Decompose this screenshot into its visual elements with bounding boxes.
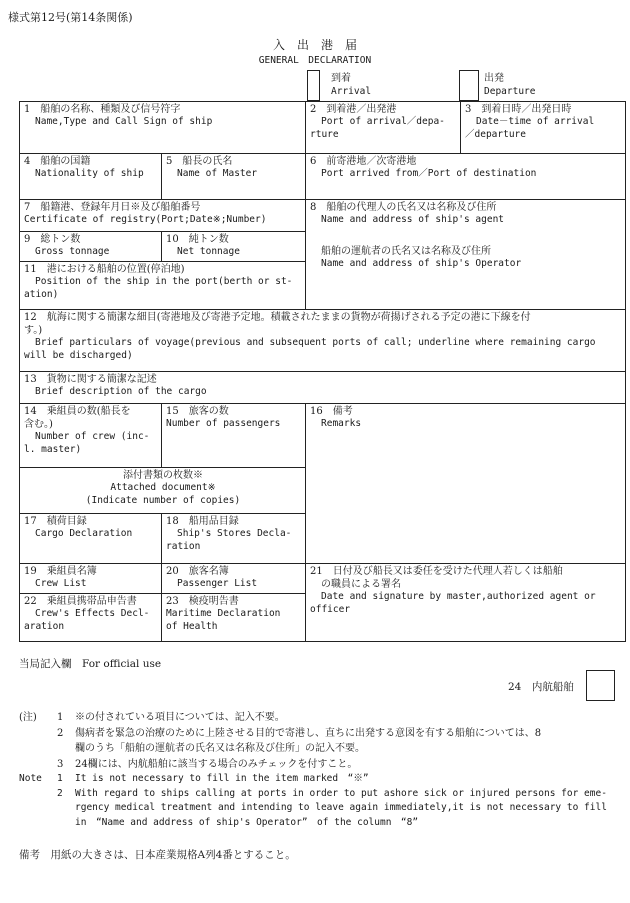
field-21-signature[interactable]	[306, 564, 626, 642]
departure-label-en: Departure	[484, 85, 536, 97]
attached-documents-header	[20, 468, 306, 514]
declaration-form	[19, 101, 626, 642]
field-label-en: Name,Type and Call Sign of ship	[35, 116, 213, 128]
field-20-passenger-list[interactable]	[162, 564, 306, 594]
field-label-en: Port arrived from／Port of destination	[321, 168, 537, 180]
field-label-en: Date and signature by master,authorized agent or	[321, 591, 596, 603]
item-24-label: 24 内航船舶	[508, 681, 574, 693]
arrival-label-ja: 到着	[331, 73, 351, 84]
field-7-registry[interactable]	[20, 200, 306, 232]
field-label-en-cont: ration	[166, 540, 201, 552]
note-number: 2	[57, 787, 63, 799]
arrival-checkbox[interactable]	[307, 70, 320, 101]
note-number: 1	[57, 773, 63, 784]
departure-checkbox[interactable]	[459, 70, 479, 101]
departure-label-ja: 出発	[484, 73, 504, 84]
field-label-en: Net tonnage	[177, 246, 240, 258]
departure-label	[484, 72, 535, 98]
note-text: in “Name and address of ship's Operator” of the column “8”	[75, 817, 419, 829]
field-19-crew-list[interactable]	[20, 564, 162, 594]
note-text: rgency medical treatment and intending to leave again immediately,it is not necessary to fill	[75, 802, 607, 814]
note-ja-3	[19, 757, 619, 773]
page-subtitle: GENERAL DECLARATION	[258, 55, 372, 66]
field-8-agent-operator[interactable]	[306, 200, 626, 310]
field-11-position[interactable]	[20, 262, 306, 310]
field-label-cont: の職員による署名	[321, 579, 401, 591]
note-en-2	[19, 787, 619, 802]
note-number: 3	[57, 758, 64, 770]
field-label-en-cont: ／departure	[465, 128, 526, 140]
field-label: 22 乗組員携帯品申告書	[24, 596, 137, 607]
field-label-en: Crew's Effects Decl-	[35, 608, 150, 620]
field-label-en: Certificate of registry(Port;Date※;Number)	[24, 214, 267, 226]
footer-remark: 備考 用紙の大きさは、日本産業規格A列4番とすること。	[19, 849, 296, 861]
field-label-en: Position of the ship in the port(berth or st-	[35, 276, 293, 288]
field-label-cont: 含む。)	[24, 419, 53, 431]
field-label-en-cont: l. master)	[24, 443, 82, 455]
field-label: 12 航海に関する簡潔な細目(寄港地及び寄港予定地。積載されたままの貨物が荷揚げされる予定の港に下線を付	[24, 312, 531, 323]
notes-section	[19, 710, 619, 831]
note-en-2-cont	[19, 801, 619, 816]
field-label-en: Name and address of ship's agent	[321, 214, 505, 226]
notes-lead-en: Note	[19, 773, 42, 784]
field-label-en: Attached document※	[110, 482, 216, 494]
field-18-stores-declaration[interactable]	[162, 514, 306, 564]
note-en-2-cont2	[19, 816, 619, 831]
note-ja-2-cont	[19, 741, 619, 757]
arrival-label-en: Arrival	[331, 85, 372, 97]
field-label: 19 乗組員名簿	[24, 566, 97, 577]
field-label-en: Crew List	[35, 578, 87, 590]
field-label-operator-en: Name and address of ship's Operator	[321, 257, 522, 269]
field-4-nationality[interactable]	[20, 154, 162, 200]
field-label: 16 備考	[310, 406, 353, 417]
field-label: 9 総トン数	[24, 234, 81, 245]
field-16-remarks[interactable]	[306, 404, 626, 564]
field-14-crew-count[interactable]	[20, 404, 162, 468]
field-label: 20 旅客名簿	[166, 566, 229, 577]
field-15-passenger-count[interactable]	[162, 404, 306, 468]
field-label-en: Cargo Declaration	[35, 528, 133, 540]
field-label-en: Passenger List	[177, 578, 258, 590]
note-text: 欄のうち「船舶の運航者の氏名又は名称及び住所」の記入不要。	[75, 743, 365, 754]
notes-lead-ja: (注)	[19, 712, 37, 723]
field-label: 10 純トン数	[166, 234, 229, 245]
field-label-cont: す。)	[24, 325, 43, 337]
field-label-en: Port of arrival／depa-	[321, 116, 445, 128]
note-ja-2	[19, 726, 619, 742]
field-label: 21 日付及び船長又は委任を受けた代理人若しくは船舶	[310, 566, 563, 577]
field-label: 14 乗組員の数(船長を	[24, 406, 131, 417]
field-label-en-cont: officer	[310, 603, 351, 615]
field-label: 5 船長の氏名	[166, 156, 233, 167]
form-number: 様式第12号(第14条関係)	[8, 11, 133, 24]
field-label-en-cont: will be discharged)	[24, 349, 133, 361]
field-label: 17 積荷目録	[24, 516, 87, 527]
field-label-en-cont: (Indicate number of copies)	[85, 494, 241, 506]
field-9-gross-tonnage[interactable]	[20, 232, 162, 262]
field-label-en: Remarks	[321, 418, 362, 430]
note-number: 1	[57, 712, 64, 723]
field-label-en: Name of Master	[177, 168, 258, 180]
page-title: 入 出 港 届	[272, 38, 357, 52]
field-label-en: Maritime Declaration	[166, 608, 281, 620]
field-label: 6 前寄港地／次寄港地	[310, 156, 417, 167]
note-text: 24欄には、内航船舶に該当する場合のみチェックを付すこと。	[75, 758, 358, 770]
field-label: 23 検疫明告書	[166, 596, 239, 607]
field-17-cargo-declaration[interactable]	[20, 514, 162, 564]
field-13-cargo[interactable]	[20, 372, 626, 404]
field-label: 4 船舶の国籍	[24, 156, 91, 167]
field-22-crew-effects[interactable]	[20, 594, 162, 642]
field-label: 8 船舶の代理人の氏名又は名称及び住所	[310, 202, 497, 213]
field-label-en: Gross tonnage	[35, 246, 110, 258]
field-label: 添付書類の枚数※	[123, 470, 203, 481]
field-10-net-tonnage[interactable]	[162, 232, 306, 262]
field-label-en: Nationality of ship	[35, 168, 144, 180]
field-label-en-cont: aration	[24, 620, 65, 632]
field-label: 18 船用品目録	[166, 516, 239, 527]
field-label: 1 船舶の名称、種類及び信号符字	[24, 104, 181, 115]
field-label: 15 旅客の数	[166, 406, 229, 417]
field-label-en: Ship's Stores Decla-	[177, 528, 292, 540]
official-use-label: 当局記入欄 For official use	[19, 658, 162, 670]
field-label-en: Date－time of arrival	[476, 116, 595, 128]
note-number: 2	[57, 727, 64, 739]
field-3-datetime[interactable]	[461, 102, 626, 154]
field-label-en: Number of passengers	[166, 418, 281, 430]
field-label: 7 船籍港、登録年月日※及び船舶番号	[24, 202, 201, 213]
note-text: ※の付されている項目については、記入不要。	[75, 712, 285, 723]
arrival-label	[331, 72, 371, 98]
item-24-checkbox[interactable]	[586, 670, 615, 701]
note-text: With regard to ships calling at ports in order to put ashore sick or injured persons for eme-	[75, 787, 607, 799]
note-text: 傷病者を緊急の治療のために上陸させる目的で寄港し、直ちに出発する意図を有する船舶については、8	[75, 727, 542, 739]
field-label-en-cont: rture	[310, 128, 339, 140]
field-label: 11 港における船舶の位置(停泊地)	[24, 264, 185, 275]
note-text: It is not necessary to fill in the item marked “※”	[75, 773, 369, 784]
field-label-en-cont: of Health	[166, 620, 218, 632]
field-1-ship-name[interactable]	[20, 102, 306, 154]
field-label: 3 到着日時／出発日時	[465, 104, 572, 115]
field-label-operator: 船舶の運航者の氏名又は名称及び住所	[321, 245, 491, 257]
field-12-voyage[interactable]	[20, 310, 626, 372]
field-23-health-declaration[interactable]	[162, 594, 306, 642]
field-label-en-cont: ation)	[24, 288, 59, 300]
field-label-en: Number of crew (inc-	[35, 431, 150, 443]
field-label-en: Brief description of the cargo	[35, 386, 207, 398]
field-label-en: Brief particulars of voyage(previous and subsequent ports of call; underline where remaining cargo	[35, 337, 596, 349]
field-6-ports[interactable]	[306, 154, 626, 200]
note-ja-1	[19, 710, 619, 726]
field-2-port[interactable]	[306, 102, 461, 154]
note-en-1	[19, 772, 619, 787]
field-label: 2 到着港／出発港	[310, 104, 397, 115]
field-label: 13 貨物に関する簡潔な記述	[24, 374, 157, 385]
field-5-master-name[interactable]	[162, 154, 306, 200]
